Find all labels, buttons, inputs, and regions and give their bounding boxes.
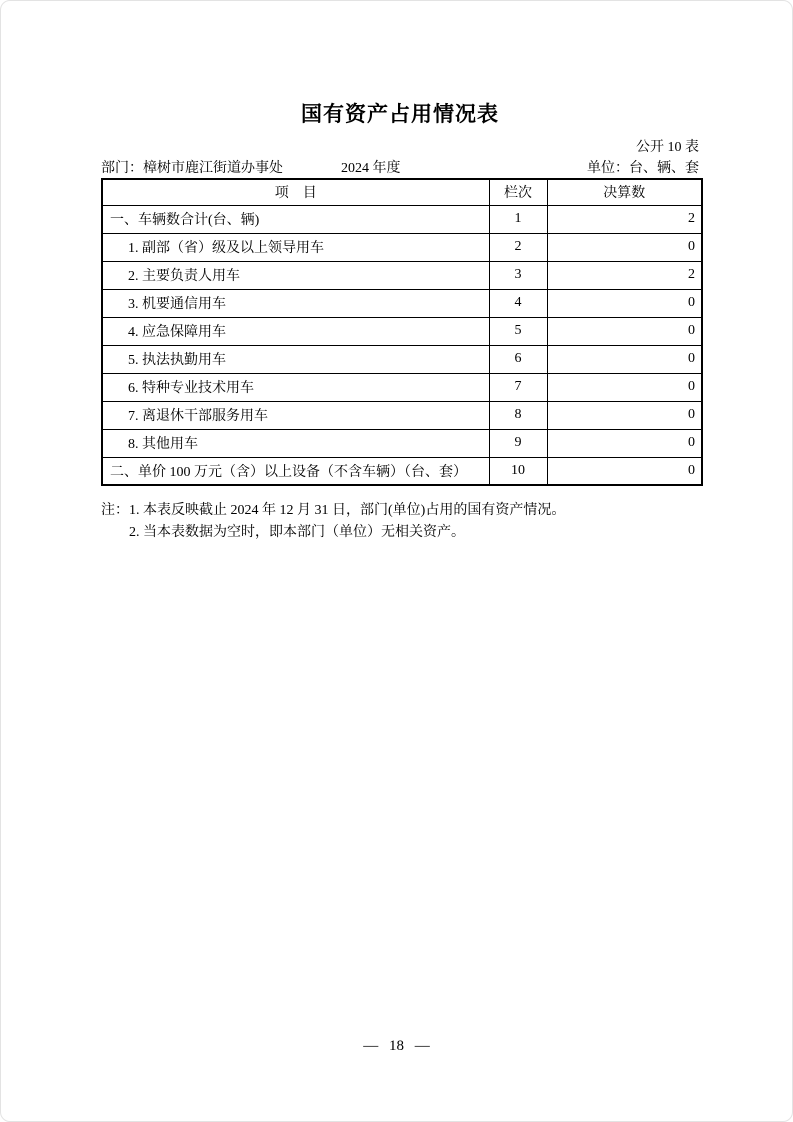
column-number-cell: 6 (489, 345, 547, 373)
note-line: 注：1. 本表反映截止 2024 年 12 月 31 日，部门(单位)占用的国有资产情况。 (101, 503, 566, 518)
value-cell: 0 (547, 317, 702, 345)
public-table-label: 公开 10 表 (636, 140, 699, 155)
value-cell: 0 (547, 373, 702, 401)
unit-label: 单位：台、辆、套 (587, 161, 699, 176)
column-header-value: 决算数 (547, 179, 702, 205)
value-cell: 0 (547, 457, 702, 485)
page-title: 国有资产占用情况表 (301, 103, 499, 126)
column-number-cell: 2 (489, 233, 547, 261)
table-row (102, 261, 702, 289)
item-cell: 二、单价 100 万元（含）以上设备（不含车辆）（台、套） (102, 457, 489, 485)
item-cell: 8. 其他用车 (102, 429, 489, 457)
table-row (102, 345, 702, 373)
item-cell: 1. 副部（省）级及以上领导用车 (102, 233, 489, 261)
fiscal-year-label: 2024 年度 (341, 161, 401, 176)
value-cell: 0 (547, 289, 702, 317)
page-number: — 18 — (363, 1038, 430, 1054)
column-number-cell: 3 (489, 261, 547, 289)
column-number-cell: 7 (489, 373, 547, 401)
department-label: 部门：樟树市鹿江街道办事处 (101, 161, 283, 176)
column-number-cell: 9 (489, 429, 547, 457)
asset-occupancy-table (101, 178, 703, 486)
column-header-colno: 栏次 (489, 179, 547, 205)
meta-line (101, 159, 699, 178)
table-row (102, 233, 702, 261)
notes (101, 500, 699, 544)
column-number-cell: 10 (489, 457, 547, 485)
item-cell: 7. 离退休干部服务用车 (102, 401, 489, 429)
value-cell: 0 (547, 345, 702, 373)
column-header-item: 项 目 (102, 179, 489, 205)
item-cell: 5. 执法执勤用车 (102, 345, 489, 373)
value-cell: 0 (547, 429, 702, 457)
table-row (102, 457, 702, 485)
column-number-cell: 8 (489, 401, 547, 429)
table-row (102, 429, 702, 457)
item-cell: 3. 机要通信用车 (102, 289, 489, 317)
value-cell: 2 (547, 205, 702, 233)
column-number-cell: 1 (489, 205, 547, 233)
column-number-cell: 4 (489, 289, 547, 317)
table-row (102, 205, 702, 233)
table-row (102, 401, 702, 429)
table-row (102, 289, 702, 317)
table-row (102, 317, 702, 345)
value-cell: 2 (547, 261, 702, 289)
column-number-cell: 5 (489, 317, 547, 345)
item-cell: 6. 特种专业技术用车 (102, 373, 489, 401)
table-header-row (102, 179, 702, 205)
value-cell: 0 (547, 233, 702, 261)
item-cell: 4. 应急保障用车 (102, 317, 489, 345)
value-cell: 0 (547, 401, 702, 429)
item-cell: 一、车辆数合计(台、辆) (102, 205, 489, 233)
note-line: 2. 当本表数据为空时，即本部门（单位）无相关资产。 (129, 525, 465, 540)
table-row (102, 373, 702, 401)
page-content (1, 101, 792, 544)
item-cell: 2. 主要负责人用车 (102, 261, 489, 289)
